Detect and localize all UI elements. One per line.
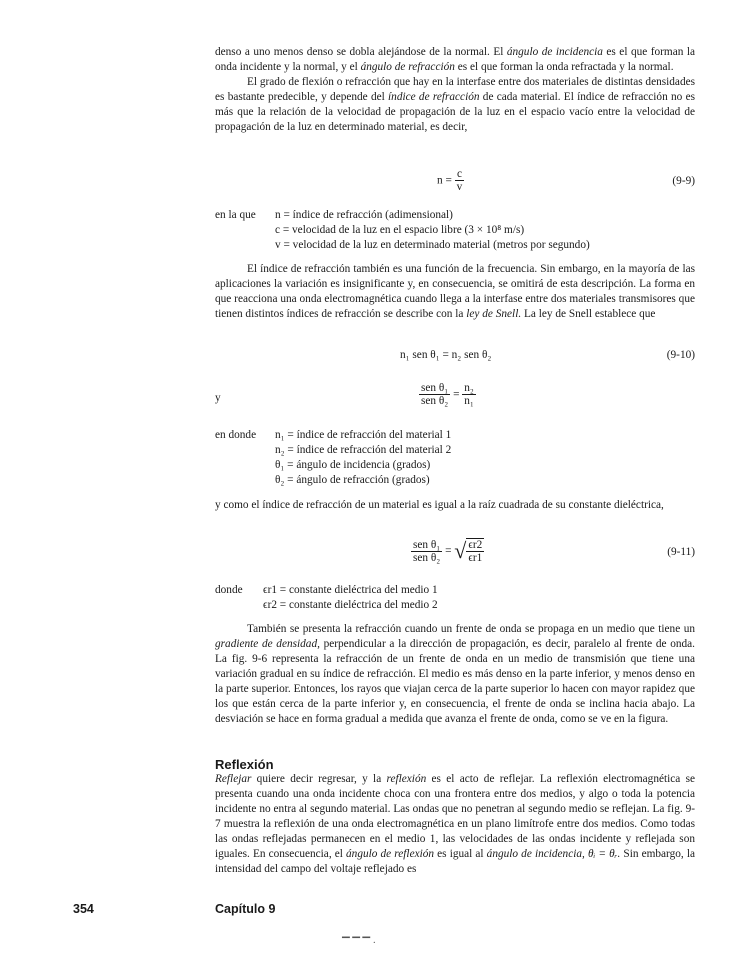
equation-number: (9-10) xyxy=(666,349,695,361)
paragraph-dielectric: y como el índice de refracción de un material es igual a la raíz cuadrada de su constante dieléctrica, xyxy=(215,499,664,511)
paragraph-refraction-index: El grado de flexión o refracción que hay en la interfase entre dos materiales de distintas densidades es bastante predecible, y depende del índice de refracción de cada material. El índice de refracción no es más que la relación de la velocidad de propagación de la luz en el espacio vacío entre la velocidad de propagación de la luz en determinado material, es decir, xyxy=(215,76,695,133)
equation-number: (9-9) xyxy=(672,175,695,187)
page-number: 354 xyxy=(73,902,94,916)
scan-mark: ▔ ▔ ▔ · xyxy=(342,938,376,949)
definitions-9-10: en donde n₁ = índice de refracción del material 1 n₂ = índice de refracción del material 2 θ₁ = ángulo de incidencia (grados) θ₂ = ángulo de refracción (grados) xyxy=(215,429,452,486)
equation-number: (9-11) xyxy=(667,546,695,558)
section-heading-reflexion: Reflexión xyxy=(215,757,274,772)
sqrt-icon: √ xyxy=(454,538,467,563)
equation-9-9: n = $\frac{c}{v}$ (9-9) xyxy=(437,168,695,193)
paragraph-density-gradient: También se presenta la refracción cuando un frente de onda se propaga en un medio que tiene un gradiente de densidad, perpendicular a la dirección de propagación, es decir, paralelo al frente de onda. La fig. 9-6 representa la refracción de un frente de onda en un medio de transmisión que tiene una variación gradual en su índice de refracción. El medio es más denso en la parte inferior, y menos denso en la parte superior. Entonces, los rayos que viajan cerca de la parte superior lo hacen con mayor rapidez que los que están cerca de la parte inferior y, en consecuencia, el frente de onda se inclina hacia abajo. La desviación se hace en forma gradual a medida que avanza el frente de onda, como se ve en la figura. xyxy=(215,623,695,725)
equation-9-10: n₁ sen θ₁ = n₂ sen θ₂ (9-10) xyxy=(400,349,695,361)
paragraph-reflection: Reflejar quiere decir regresar, y la reflexión es el acto de reflejar. La reflexión electromagnética se presenta cuando una onda incidente choca con una frontera entre dos medios, y algo o toda la potencia incidente no entra al segundo material. Las ondas que no penetran al segundo medio se reflejan. La fig. 9-7 muestra la reflexión de una onda electromagnética en un plano limítrofe entre dos medios. Como todas las ondas reflejadas permanecen en el medio 1, las velocidades de las ondas incidente y reflejada son iguales. En consecuencia, el ángulo de reflexión es igual al ángulo de incidencia, θᵢ = θᵣ. Sin embargo, la intensidad del campo del voltaje reflejado es xyxy=(215,773,696,875)
paragraph-snell: El índice de refracción también es una función de la frecuencia. Sin embargo, en la mayoría de las aplicaciones la variación es insignificante y, en consecuencia, se omitirá de esta descripción. La forma en que reacciona una onda electromagnética cuando llega a la interfase entre dos materiales transmisores que tienen distintos índices de refracción se describe con la ley de Snell. La ley de Snell establece que xyxy=(215,263,695,320)
chapter-label: Capítulo 9 xyxy=(215,902,276,916)
definitions-9-11: donde ϵr1 = constante dieléctrica del medio 1 ϵr2 = constante dieléctrica del medio 2 xyxy=(215,584,438,611)
definitions-9-9: en la que n = índice de refracción (adimensional) c = velocidad de la luz en el espacio libre (3 × 10⁸ m/s) v = velocidad de la luz en determinado material (metros por segundo) xyxy=(215,209,590,251)
paragraph-intro: denso a uno menos denso se dobla alejándose de la normal. El ángulo de incidencia es el que forman la onda incidente y la normal, y el ángulo de refracción es el que forman la onda refractada y la normal. El grado de flexión o refracción que hay en la interfase entre dos materiales de distintas densidades es bastante predecible, y depende del índice de refracción de cada material. El índice de refracción no es más que la relación de la velocidad de propagación de la luz en el espacio vacío entre la velocidad de propagación de la luz en determinado material, es decir, xyxy=(215,46,695,133)
equation-9-10-ratio: y $\frac{\text{sen θ₁}}{\text{sen θ₂}}$ = $\frac{\text{n₂}}{\text{n₁}}$ xyxy=(215,382,474,407)
equation-9-11: $\frac{\text{sen θ₁}}{\text{sen θ₂}}$ = √ $\frac{\epsilon r2}{\epsilon r1}$ (9-11) xyxy=(413,538,695,564)
